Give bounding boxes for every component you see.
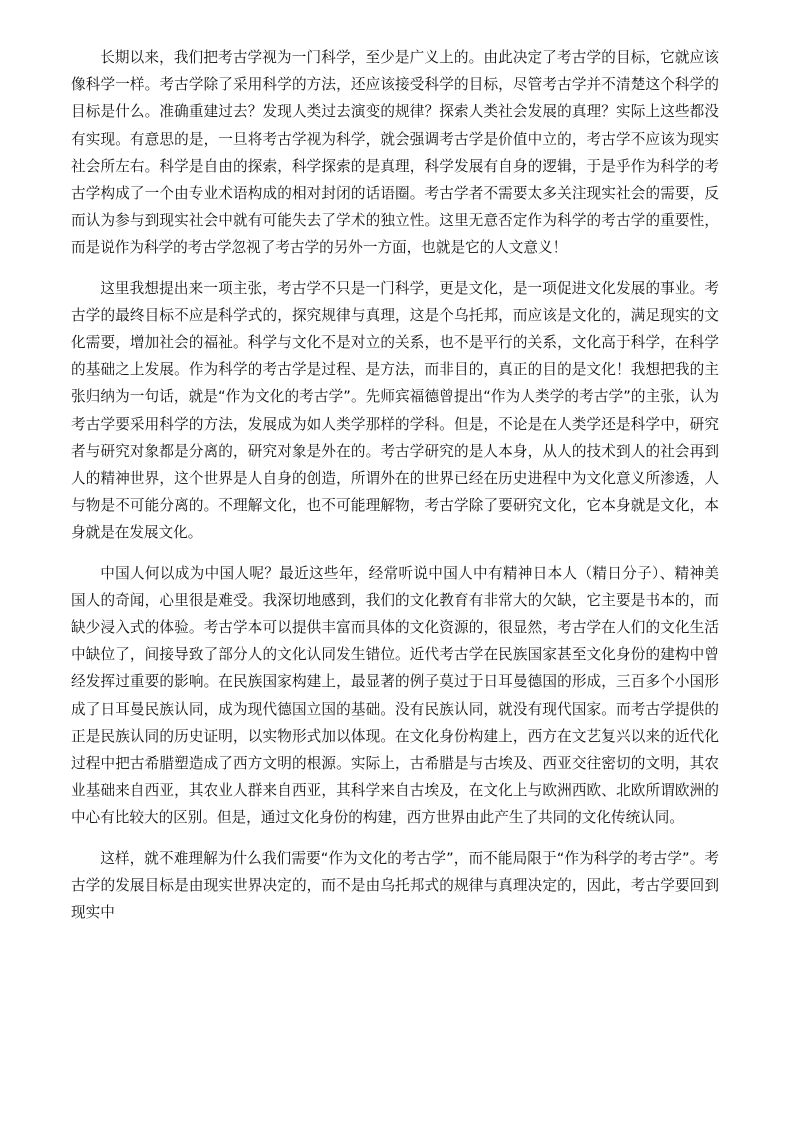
paragraph-2: 这里我想提出来一项主张，考古学不只是一门科学，更是文化，是一项促进文化发展的事业。考古学的最终目标不应是科学式的，探究规律与真理，这是个乌托邦，而应该是文化的，满足现实的文化需要，增加社会的福祉。科学与文化不是对立的关系，也不是平行的关系，文化高于科学，在科学的基础之上发展。作为科学的考古学是过程、是方法，而非目的，真正的目的是文化！我想把我的主张归纳为一句话，就是“作为文化的考古学”。先师宾福德曾提出“作为人类学的考古学”的主张，认为考古学要采用科学的方法，发展成为如人类学那样的学科。但是，不论是在人类学还是科学中，研究者与研究对象都是分离的，研究对象是外在的。考古学研究的是人本身，从人的技术到人的社会再到人的精神世界，这个世界是人自身的创造，所谓外在的世界已经在历史进程中为文化意义所渗透，人与物是不可能分离的。不理解文化，也不可能理解物，考古学除了要研究文化，它本身就是文化，本身就是在发展文化。 xyxy=(71,279,719,542)
paragraph-3: 中国人何以成为中国人呢？最近这些年，经常听说中国人中有精神日本人（精日分子）、精神美国人的奇闻，心里很是难受。我深切地感到，我们的文化教育有非常大的欠缺，它主要是书本的，而缺少浸入式的体验。考古学本可以提供丰富而具体的文化资源的，很显然，考古学在人们的文化生活中缺位了，间接导致了部分人的文化认同发生错位。近代考古学在民族国家甚至文化身份的建构中曾经发挥过重要的影响。在民族国家构建上，最显著的例子莫过于日耳曼德国的形成，三百多个小国形成了日耳曼民族认同，成为现代德国立国的基础。没有民族认同，就没有现代国家。而考古学提供的正是民族认同的历史证明，以实物形式加以体现。在文化身份构建上，西方在文艺复兴以来的近代化过程中把古希腊塑造成了西方文明的根源。实际上，古希腊是与古埃及、西亚交往密切的文明，其农业基础来自西亚，其农业人群来自西亚，其科学来自古埃及，在文化上与欧洲西欧、北欧所谓欧洲的中心有比较大的区别。但是，通过文化身份的构建，西方世界由此产生了共同的文化传统认同。 xyxy=(71,564,719,827)
document-page xyxy=(71,44,719,939)
paragraph-4: 这样，就不难理解为什么我们需要“作为文化的考古学”，而不能局限于“作为科学的考古学”。考古学的发展目标是由现实世界决定的，而不是由乌托邦式的规律与真理决定的，因此，考古学要回到现实中 xyxy=(71,849,719,922)
paragraph-1: 长期以来，我们把考古学视为一门科学，至少是广义上的。由此决定了考古学的目标，它就应该像科学一样。考古学除了采用科学的方法，还应该接受科学的目标，尽管考古学并不清楚这个科学的目标是什么。准确重建过去？发现人类过去演变的规律？探索人类社会发展的真理？实际上这些都没有实现。有意思的是，一旦将考古学视为科学，就会强调考古学是价值中立的，考古学不应该为现实社会所左右。科学是自由的探索，科学探索的是真理，科学发展有自身的逻辑，于是乎作为科学的考古学构成了一个由专业术语构成的相对封闭的话语圈。考古学者不需要太多关注现实社会的需要，反而认为参与到现实社会中就有可能失去了学术的独立性。这里无意否定作为科学的考古学的重要性，而是说作为科学的考古学忽视了考古学的另外一方面，也就是它的人文意义！ xyxy=(71,49,719,257)
